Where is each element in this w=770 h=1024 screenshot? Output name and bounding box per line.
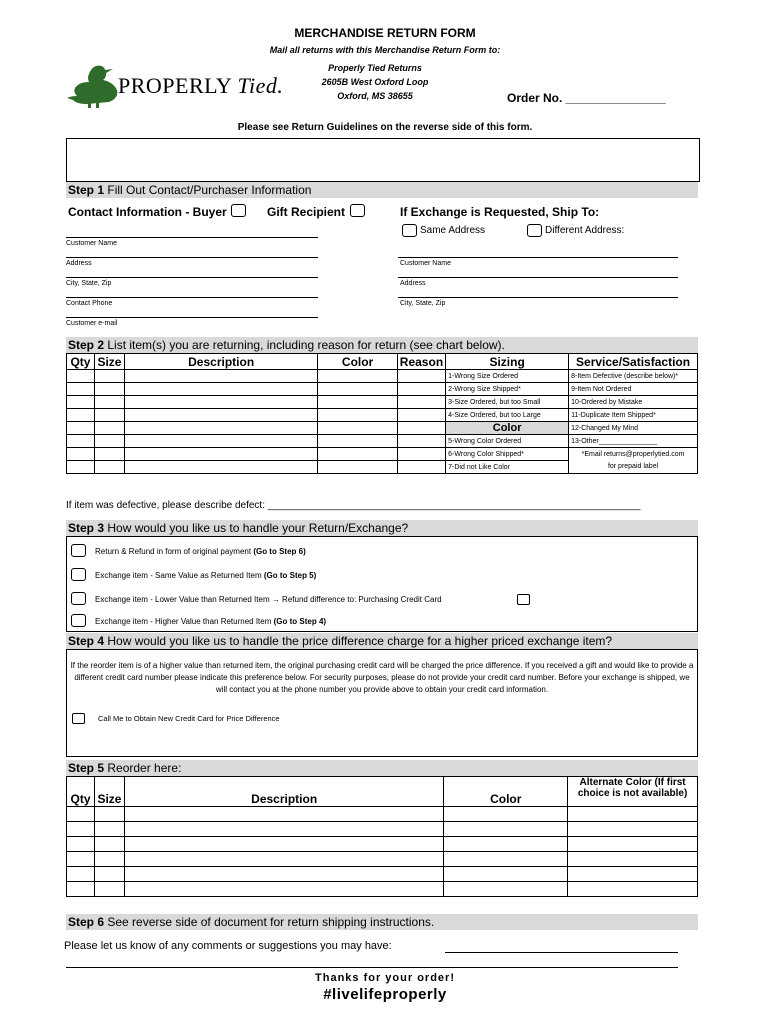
step5-header	[66, 760, 698, 776]
option-same-value-text: Exchange item - Same Value as Returned Item	[95, 571, 262, 580]
reorder-col-size: Size	[94, 777, 124, 807]
reorder-col-description: Description	[124, 777, 443, 807]
col-description: Description	[124, 354, 317, 370]
step5-num: Step 5	[68, 761, 105, 775]
option-lower-value-checkbox[interactable]	[71, 592, 86, 605]
form-title: MERCHANDISE RETURN FORM	[294, 26, 476, 40]
col-sizing: Sizing	[446, 354, 569, 370]
step4-paragraph: If the reorder item is of a higher value than returned item, the original purchasing credit card will be charged the price difference. If you received a gift and would like to provide a different credit card number please indicate this preference below. For security purposes, please do not provide your credit card number. Before your exchange is shipped, we will contact you at the phone number you provide above to obtain your credit card information.	[70, 661, 694, 694]
option-same-value-goto: (Go to Step 5)	[263, 571, 317, 580]
option-lower-value-text: Exchange item - Lower Value than Returned Item → Refund difference to: Purchasing Credit Card	[95, 595, 442, 604]
same-address-checkbox[interactable]	[402, 224, 417, 237]
service-12: 12-Changed My Mind	[569, 422, 698, 435]
service-11: 11-Duplicate Item Shipped*	[569, 409, 698, 422]
comments-line-2[interactable]	[66, 967, 678, 968]
step4-header	[66, 633, 698, 649]
exchange-ship-label: If Exchange is Requested, Ship To:	[400, 205, 600, 219]
reorder-table	[66, 776, 698, 897]
sizing-3: 3-Size Ordered, but too Small	[446, 396, 569, 409]
return-items-table	[66, 353, 698, 474]
color-6: 6-Wrong Color Shipped*	[446, 448, 569, 461]
col-service: Service/Satisfaction	[569, 354, 698, 370]
step1-header	[66, 182, 698, 198]
service-8: 8-Item Defective (describe below)*	[569, 370, 698, 383]
step3-num: Step 3	[68, 521, 105, 535]
address-line-3: Oxford, MS 38655	[337, 91, 413, 101]
reorder-col-color: Color	[444, 777, 568, 807]
purchasing-credit-card-checkbox[interactable]	[517, 594, 530, 605]
logo-main: PROPERLY	[118, 73, 232, 98]
col-color: Color	[318, 354, 397, 370]
option-same-value-checkbox[interactable]	[71, 568, 86, 581]
address-line-1: Properly Tied Returns	[328, 63, 422, 73]
email-note-2: for prepaid label	[569, 461, 698, 474]
step6-num: Step 6	[68, 915, 105, 929]
step5-text: Reorder here:	[107, 761, 182, 775]
email-note-1: *Email returns@properlytied.com	[569, 448, 698, 461]
comments-line-1[interactable]	[445, 952, 678, 953]
sizing-1: 1-Wrong Size Ordered	[446, 370, 569, 383]
address-line-2: 2605B West Oxford Loop	[321, 77, 429, 87]
color-5: 5-Wrong Color Ordered	[446, 435, 569, 448]
sizing-4: 4-Size Ordered, but too Large	[446, 409, 569, 422]
defect-description[interactable]: If item was defective, please describe defect: ___________________________________________________________________	[66, 500, 641, 511]
brand-logo	[118, 73, 283, 99]
step3-text: How would you like us to handle your Return/Exchange?	[107, 521, 409, 535]
field-city-state-zip[interactable]: City, State, Zip	[66, 280, 112, 287]
thanks-message: Thanks for your order!	[315, 972, 455, 984]
step2-header	[66, 337, 698, 353]
field-address[interactable]: Address	[66, 260, 92, 267]
option-refund-checkbox[interactable]	[71, 544, 86, 557]
color-subheader: Color	[446, 422, 569, 435]
service-10: 10-Ordered by Mistake	[569, 396, 698, 409]
col-qty: Qty	[67, 354, 95, 370]
field-contact-phone[interactable]: Contact Phone	[66, 300, 113, 307]
reorder-col-alt-color: Alternate Color (If first choice is not available)	[568, 777, 698, 807]
option-higher-value-checkbox[interactable]	[71, 614, 86, 627]
color-7: 7-Did not Like Color	[446, 461, 569, 474]
option-refund-goto: (Go to Step 6)	[253, 547, 306, 556]
option-refund	[95, 547, 306, 556]
gift-recipient-checkbox[interactable]	[350, 204, 365, 217]
logo-script: Tied.	[237, 73, 284, 98]
service-9: 9-Item Not Ordered	[569, 383, 698, 396]
option-higher-value-text: Exchange item - Higher Value than Returned Item	[95, 617, 272, 626]
reorder-col-qty: Qty	[67, 777, 95, 807]
step6-header	[66, 914, 698, 930]
ship-city-state-zip[interactable]: City, State, Zip	[400, 300, 446, 307]
sizing-2: 2-Wrong Size Shipped*	[446, 383, 569, 396]
order-number-field[interactable]: Order No. _______________	[507, 91, 666, 105]
call-me-checkbox[interactable]	[72, 713, 85, 724]
mail-instruction: Mail all returns with this Merchandise Return Form to:	[269, 45, 501, 55]
same-address-label: Same Address	[420, 225, 486, 236]
step4-text: How would you like us to handle the price difference charge for a higher priced exchange item?	[107, 634, 613, 648]
step1-text: Fill Out Contact/Purchaser Information	[107, 183, 312, 197]
step3-header	[66, 520, 698, 536]
call-me-label: Call Me to Obtain New Credit Card for Price Difference	[98, 714, 280, 723]
service-13: 13-Other_______________	[569, 435, 698, 448]
comments-prompt: Please let us know of any comments or suggestions you may have:	[64, 940, 392, 952]
gift-recipient-label: Gift Recipient	[267, 205, 346, 219]
guidelines-note: Please see Return Guidelines on the reverse side of this form.	[237, 122, 533, 133]
different-address-label: Different Address:	[545, 225, 625, 236]
ship-customer-name[interactable]: Customer Name	[400, 260, 451, 267]
contact-buyer-label: Contact Information - Buyer	[68, 205, 227, 219]
different-address-checkbox[interactable]	[527, 224, 542, 237]
duck-logo-icon	[66, 62, 120, 108]
ship-address[interactable]: Address	[400, 280, 426, 287]
col-reason: Reason	[397, 354, 445, 370]
col-size: Size	[94, 354, 124, 370]
option-higher-value	[95, 617, 326, 626]
field-customer-email[interactable]: Customer e-mail	[66, 320, 118, 327]
buyer-checkbox[interactable]	[231, 204, 246, 217]
option-refund-text: Return & Refund in form of original payment	[95, 547, 252, 556]
notes-box[interactable]	[66, 138, 700, 182]
step2-num: Step 2	[68, 338, 105, 352]
step4-num: Step 4	[68, 634, 105, 648]
step2-text: List item(s) you are returning, including reason for return (see chart below).	[107, 338, 505, 352]
step1-num: Step 1	[68, 183, 105, 197]
option-higher-value-goto: (Go to Step 4)	[273, 617, 327, 626]
step6-text: See reverse side of document for return shipping instructions.	[107, 915, 435, 929]
field-customer-name[interactable]: Customer Name	[66, 240, 117, 247]
hashtag: #livelifeproperly	[323, 986, 447, 1003]
option-same-value	[95, 571, 316, 580]
